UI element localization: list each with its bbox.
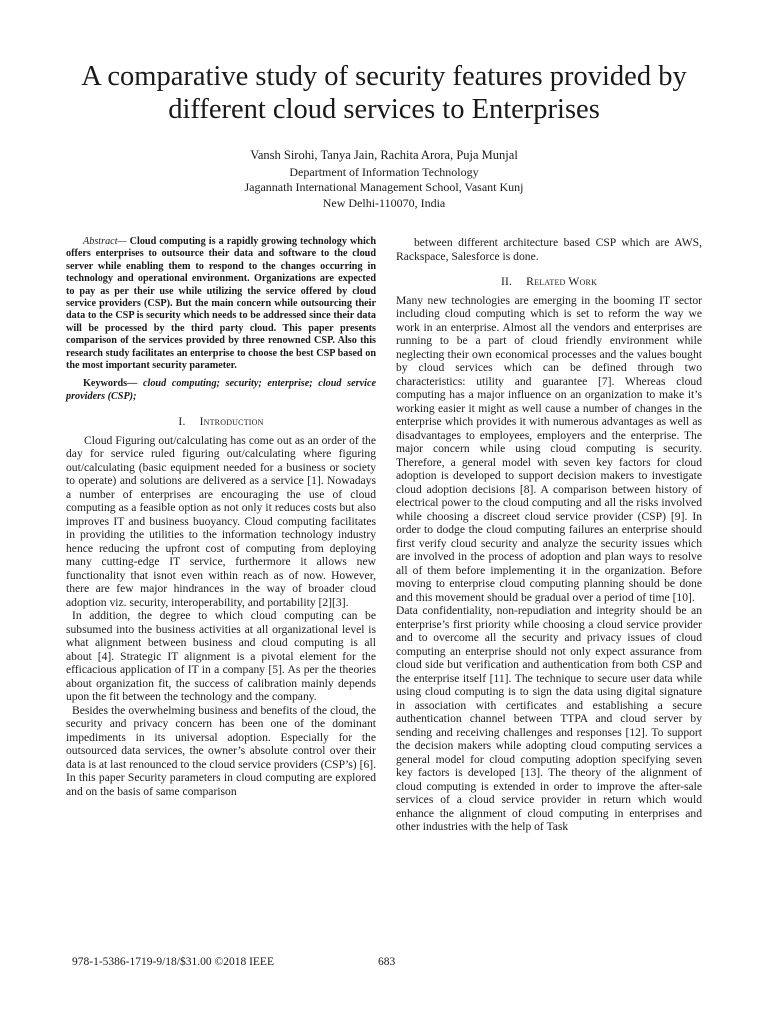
intro-paragraph-3: Besides the overwhelming business and benefits of the cloud, the security and privacy concern has been one of the dominant impediments in its universal adoption. Especially for the outsourced data services, the owner’s absolute control over their data is at last renounced to the cloud service providers (CSP’s) [6]. In this paper Security parameters in cloud computing are explored and on the basis of same comparison xyxy=(66,703,376,798)
author-city: New Delhi-110070, India xyxy=(322,195,446,210)
keywords-text: cloud computing; security; enterprise; cloud service providers (CSP); xyxy=(66,378,376,402)
intro-paragraph-1: Cloud Figuring out/calculating has come out as an order of the day for service ruled figuring out/calculating where figuring out/calculating (basic equipment needed for a business or society to operate) and solutions are delivered as a service [1]. Nowadays a number of enterprises are encouraging the use of cloud computing as a feasible option as not only it reduces costs but also improves IT and business buoyancy. Cloud computing facilitates in providing the utilities to the information technology industry hence reducing the upfront cost of computing from deploying many cutting-edge IT service, furthermore it allows new functionality that isnot even within reach as of now. However, there are few major hindrances in the way of broader cloud adoption viz. security, interoperability, and portability [2][3]. xyxy=(66,433,376,609)
abstract-lead: Abstract— xyxy=(83,236,127,247)
author-department: Department of Information Technology xyxy=(289,164,479,179)
page-number: 683 xyxy=(378,956,396,968)
section-heading-related-work xyxy=(396,275,702,289)
intro-paragraph-2: In addition, the degree to which cloud computing can be subsumed into the business activities at all organizational level is what alignment between business and cloud computing is all about [4]. Strategic IT alignment is a pivotal element for the efficacious application of IT in a company [5]. As per the theories about organization fit, the success of calibration mainly depends upon the fit between the technology and the company. xyxy=(66,609,376,704)
related-work-paragraph-2: Data confidentiality, non-repudiation and integrity should be an enterprise’s first priority while choosing a cloud service provider and to overcome all the security and privacy issues of cloud computing an enterprise should not only expect assurance from cloud side but verification and authentication from both CSP and the enterprise itself [11]. The technique to secure user data while using cloud computing is to sign the data using digital signature in association with certificates and establishing a secure authentication channel between TTPA and cloud server by sending and receiving challenges and responses [12]. To support the decision makers while adopting cloud computing services a general model for cloud computing adoption specifying seven key factors is developed [13]. The theory of the alignment of cloud computing is extended in order to improve the after-sale services of a cloud service provider in return which would enhance the alignment of cloud computing in enterprises and other industries with the help of Task xyxy=(396,604,702,833)
keywords-label: Keywords— xyxy=(83,378,138,390)
author-school: Jagannath International Management School, Vasant Kunj xyxy=(244,180,524,194)
abstract xyxy=(66,236,376,372)
section-title: Introduction xyxy=(199,415,264,429)
footer-isbn: 978-1-5386-1719-9/18/$31.00 ©2018 IEEE xyxy=(72,956,274,968)
keywords xyxy=(66,378,376,403)
section-number: I. xyxy=(178,415,186,429)
paper-title: A comparative study of security features provided by different cloud services to Enterprises xyxy=(81,61,687,125)
related-work-paragraph-1: Many new technologies are emerging in the booming IT sector including cloud computing which is set to reform the way we work in an enterprise. Almost all the vendors and enterprises are running to be a part of cloud friendly environment while neglecting their own economical processes and the values bought by cloud services which can be defined through two characteristics: utility and guarantee [7]. Whereas cloud computing has a major influence on an organization to make it’s working easier it might as well cause a number of changes in the enterprise which provides it with numerous advantages as well as disadvantages to employees, employers and the enterprise. The major concern while using cloud computing is security. Therefore, a general model with seven key factors for cloud adoption is developed to support decision makers to investigate cloud adoption decisions [8]. A comparison between history of electrical power to the cloud computing and all the risks involved while choosing a discreet cloud service provider (CSP) [9]. In order to dodge the cloud computing failures an enterprise should first verify cloud security and analyze the security issues which are involved in the process of adoption and plan ways to resolve all of them before implementing it in the organization. Before moving to enterprise cloud computing planning should be done and this movement should be gradual over a period of time [10]. xyxy=(396,293,702,604)
abstract-text: Cloud computing is a rapidly growing technology which offers enterprises to outsource their data and software to the cloud server while enabling them to respond to the changes occurring in technology and operational environment. Organizations are expected to pay as per their use while utilizing the service offered by cloud service providers (CSP). But the main concern while outsourcing their data to the CSP is security which needs to be addressed since their data will be processed by the third party cloud. This paper presents comparison of the services provided by three renowned CSP. Also this research study facilitates an enterprise to choose the best CSP based on the most important security parameter. xyxy=(66,236,376,372)
section-title: Related Work xyxy=(526,275,598,288)
author-names: Vansh Sirohi, Tanya Jain, Rachita Arora, Puja Munjal xyxy=(250,148,518,162)
right-column xyxy=(396,236,702,834)
section-number: II. xyxy=(500,275,513,288)
left-column xyxy=(66,236,376,798)
section-heading-introduction xyxy=(66,415,376,429)
intro-continuation: between different architecture based CSP which are AWS, Rackspace, Salesforce is done. xyxy=(396,236,702,263)
author-block xyxy=(40,148,728,211)
